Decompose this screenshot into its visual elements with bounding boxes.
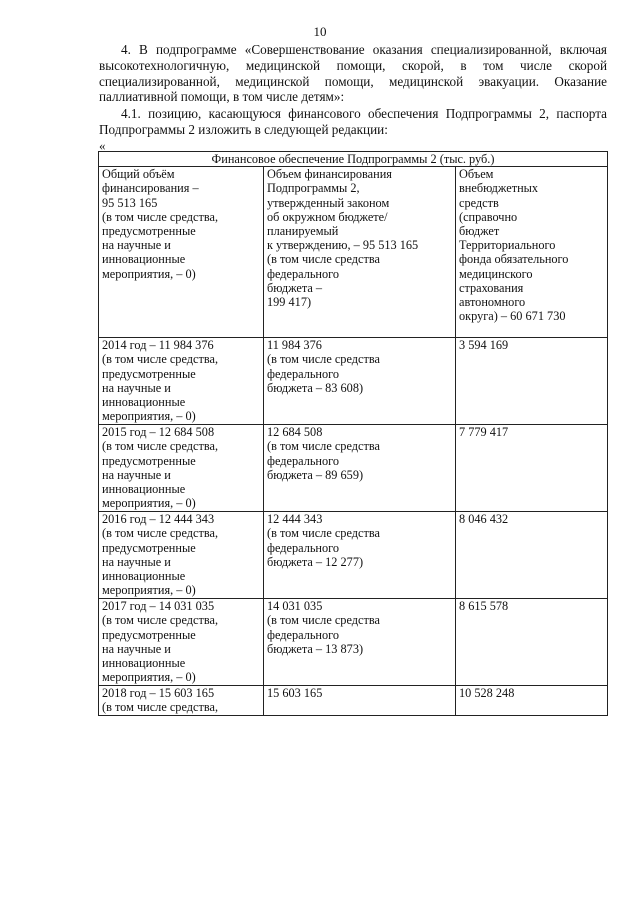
- cell-text-line: на научные и: [102, 467, 171, 482]
- table-row: [99, 599, 608, 686]
- cell-extrabudgetary: [456, 512, 608, 599]
- cell-total: [99, 686, 264, 715]
- cell-text-line: 12 684 508: [267, 425, 323, 440]
- cell-text-line: федерального: [267, 540, 340, 555]
- cell-text-line: бюджета –: [267, 280, 323, 295]
- cell-total: [99, 338, 264, 425]
- cell-text-line: инновационные: [102, 569, 186, 584]
- intro-paragraph-text: 4. В подпрограмме «Совершенствование оказания специализированной, включая высокотехнологичную, медицинской помощи, скорой, в том числе скорой специализированной, медицинской помощи, медицинской эвакуации. Оказание паллиативной помощи, в том числе детям»:: [99, 42, 607, 105]
- cell-text-line: (в том числе средства: [267, 352, 380, 367]
- cell-text-line: мероприятия, – 0): [102, 496, 196, 511]
- cell-text-line: предусмотренные: [102, 453, 196, 468]
- cell-text-line: Территориального: [459, 238, 556, 253]
- cell-total: [99, 425, 264, 512]
- table-row: [99, 425, 608, 512]
- sub-paragraph: [99, 106, 607, 138]
- cell-text-line: 12 444 343: [267, 512, 323, 527]
- cell-budget: [264, 425, 456, 512]
- cell-text-line: планируемый: [267, 224, 339, 239]
- cell-text-line: Подпрограммы 2,: [267, 181, 360, 196]
- cell-text-line: финансирования –: [102, 181, 199, 196]
- open-quote: «: [99, 138, 106, 153]
- cell-text-line: 2015 год – 12 684 508: [102, 425, 215, 440]
- cell-text-line: предусмотренные: [102, 366, 196, 381]
- table-row: [99, 338, 608, 425]
- cell-text-line: 2014 год – 11 984 376: [102, 338, 214, 353]
- cell-text-line: бюджета – 83 608): [267, 380, 364, 395]
- cell-text-line: медицинского: [459, 266, 533, 281]
- cell-text-line: 95 513 165: [102, 195, 158, 210]
- cell-text-line: 8 615 578: [459, 599, 509, 614]
- cell-text-line: на научные и: [102, 554, 171, 569]
- cell-text-line: федерального: [267, 627, 340, 642]
- cell-text-line: мероприятия, – 0): [102, 583, 196, 598]
- cell-text-line: 3 594 169: [459, 338, 509, 353]
- cell-text-line: (в том числе средства,: [102, 209, 219, 224]
- table-row: [99, 512, 608, 599]
- cell-text-line: 199 417): [267, 295, 312, 310]
- cell-total: [99, 512, 264, 599]
- page-number: 10: [313, 24, 327, 39]
- cell-text-line: (в том числе средства: [267, 526, 380, 541]
- cell-text-line: фонда обязательного: [459, 252, 569, 267]
- cell-text-line: мероприятия, – 0): [102, 409, 196, 424]
- cell-text-line: 2018 год – 15 603 165: [102, 686, 215, 701]
- cell-text-line: 15 603 165: [267, 686, 323, 701]
- cell-text-line: бюджета – 89 659): [267, 467, 364, 482]
- cell-text-line: внебюджетных: [459, 181, 539, 196]
- cell-text-line: Объем: [459, 167, 494, 182]
- cell-text-line: федерального: [267, 366, 340, 381]
- cell-budget: [264, 599, 456, 686]
- cell-budget: [264, 338, 456, 425]
- financing-table: [98, 151, 608, 716]
- cell-extrabudgetary: [456, 425, 608, 512]
- cell-budget: [264, 512, 456, 599]
- cell-text-line: федерального: [267, 266, 340, 281]
- cell-text-line: предусмотренные: [102, 627, 196, 642]
- col-total-financing: [99, 167, 264, 338]
- cell-text-line: мероприятия, – 0): [102, 670, 196, 685]
- cell-text-line: об окружном бюджете/: [267, 209, 388, 224]
- table-columns-row: [99, 167, 608, 338]
- cell-text-line: 8 046 432: [459, 512, 509, 527]
- table-header-row: [99, 152, 608, 167]
- sub-paragraph-text: 4.1. позицию, касающуюся финансового обеспечения Подпрограммы 2, паспорта Подпрограммы 2 изложить в следующей редакции:: [99, 106, 607, 137]
- cell-text-line: (в том числе средства,: [102, 613, 219, 628]
- cell-total: [99, 599, 264, 686]
- intro-paragraph: [99, 42, 607, 105]
- cell-text-line: 2016 год – 12 444 343: [102, 512, 215, 527]
- cell-text-line: бюджета – 13 873): [267, 641, 364, 656]
- cell-text-line: (справочно: [459, 209, 518, 224]
- cell-text-line: мероприятия, – 0): [102, 266, 196, 281]
- cell-text-line: 7 779 417: [459, 425, 509, 440]
- cell-text-line: 2017 год – 14 031 035: [102, 599, 215, 614]
- col-budget-financing: [264, 167, 456, 338]
- cell-text-line: на научные и: [102, 238, 171, 253]
- cell-text-line: Объем финансирования: [267, 167, 392, 182]
- cell-text-line: средств: [459, 195, 499, 210]
- cell-text-line: (в том числе средства,: [102, 439, 219, 454]
- cell-text-line: автономного: [459, 295, 526, 310]
- cell-text-line: Общий объём: [102, 167, 175, 182]
- cell-text-line: (в том числе средства: [267, 439, 380, 454]
- cell-text-line: страхования: [459, 280, 524, 295]
- cell-text-line: к утверждению, – 95 513 165: [267, 238, 419, 253]
- cell-text-line: предусмотренные: [102, 540, 196, 555]
- cell-text-line: предусмотренные: [102, 224, 196, 239]
- cell-text-line: округа) – 60 671 730: [459, 309, 566, 324]
- cell-budget: [264, 686, 456, 715]
- cell-text-line: 14 031 035: [267, 599, 323, 614]
- cell-text-line: (в том числе средства,: [102, 352, 219, 367]
- cell-text-line: утвержденный законом: [267, 195, 390, 210]
- cell-text-line: бюджета – 12 277): [267, 554, 364, 569]
- financing-table-body: [99, 152, 608, 716]
- cell-text-line: 11 984 376: [267, 338, 322, 353]
- cell-extrabudgetary: [456, 599, 608, 686]
- cell-text-line: на научные и: [102, 380, 171, 395]
- cell-text-line: инновационные: [102, 395, 186, 410]
- cell-extrabudgetary: [456, 338, 608, 425]
- cell-text-line: инновационные: [102, 656, 186, 671]
- col-extrabudgetary: [456, 167, 608, 338]
- cell-text-line: (в том числе средства,: [102, 700, 219, 715]
- table-header: Финансовое обеспечение Подпрограммы 2 (тыс. руб.): [99, 152, 608, 167]
- cell-text-line: (в том числе средства: [267, 252, 380, 267]
- cell-text-line: (в том числе средства,: [102, 526, 219, 541]
- cell-text-line: инновационные: [102, 252, 186, 267]
- cell-text-line: федерального: [267, 453, 340, 468]
- cell-text-line: 10 528 248: [459, 686, 515, 701]
- cell-text-line: инновационные: [102, 482, 186, 497]
- table-row: [99, 686, 608, 715]
- cell-text-line: на научные и: [102, 641, 171, 656]
- cell-text-line: бюджет: [459, 224, 500, 239]
- cell-text-line: (в том числе средства: [267, 613, 380, 628]
- cell-extrabudgetary: [456, 686, 608, 715]
